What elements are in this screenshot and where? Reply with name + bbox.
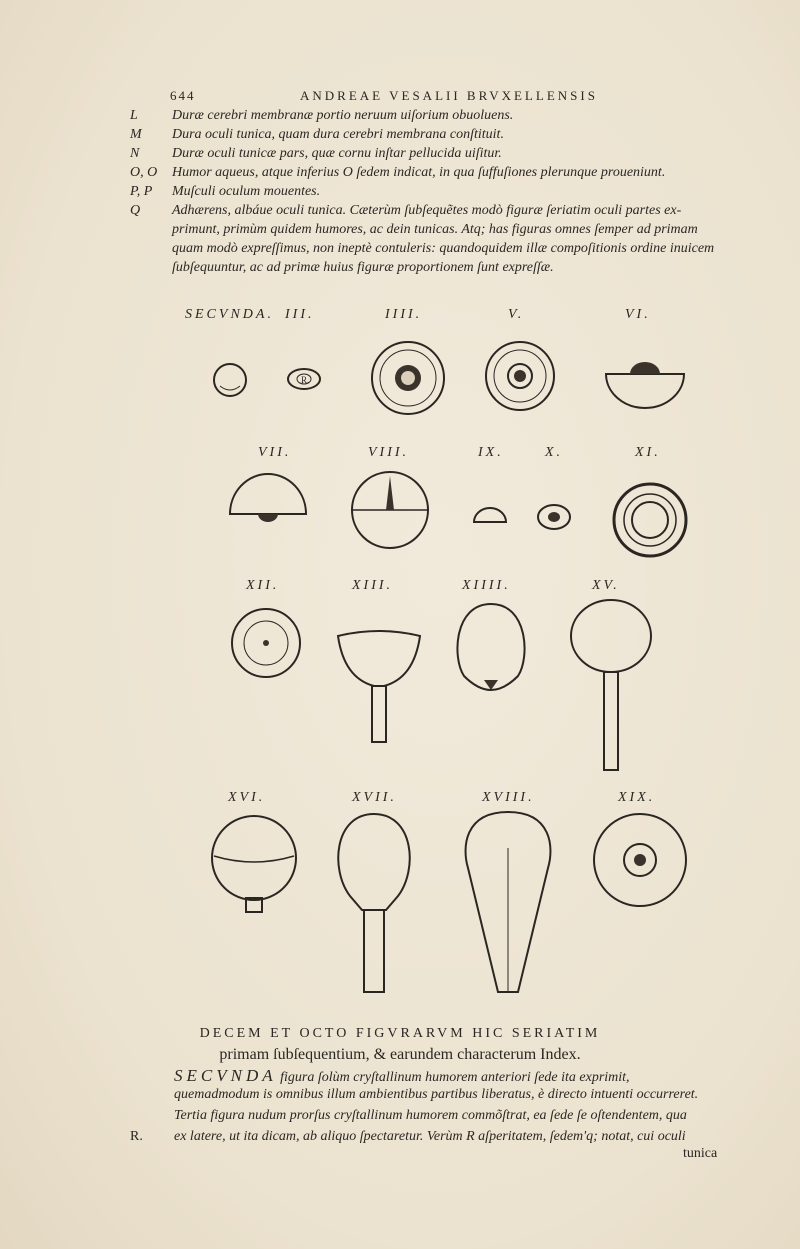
body-row xyxy=(130,1129,750,1150)
body-margin: R. xyxy=(130,1129,143,1144)
label-viii: VIII. xyxy=(368,445,410,460)
caption-line-2: primam ſubſequentium, & earundem characterum Index. xyxy=(219,1046,581,1063)
figure-x xyxy=(534,502,574,532)
legend-row xyxy=(130,241,750,260)
legend-key: L xyxy=(130,108,138,123)
figure-v xyxy=(482,338,558,414)
legend-key: M xyxy=(130,127,142,142)
figure-xv xyxy=(566,598,656,776)
body-line-text: ex latere, ut ita dicam, ab aliquo ſpectaretur. Verùm R aſperitatem, ſedem'q; notat, cui oculi xyxy=(174,1129,686,1144)
legend-text: Humor aqueus, atque inferius O ſedem indicat, in qua ſuffuſiones plerunque proueniunt. xyxy=(172,165,666,180)
label-xv: XV. xyxy=(592,578,620,593)
caption-line-1: DECEM ET OCTO FIGVRARVM HIC SERIATIM xyxy=(199,1026,601,1041)
legend-row xyxy=(130,203,750,222)
legend-row xyxy=(130,108,750,127)
figure-xvii xyxy=(328,810,420,996)
figure-xix xyxy=(590,810,690,910)
label-x: X. xyxy=(545,445,564,460)
label-xi: XI. xyxy=(635,445,661,460)
page-number: 644 xyxy=(170,88,196,103)
body-row xyxy=(130,1087,750,1108)
label-ix: IX. xyxy=(478,445,504,460)
label-iii: III. xyxy=(285,307,315,322)
body-row xyxy=(130,1066,750,1087)
legend-row xyxy=(130,127,750,146)
legend-row xyxy=(130,146,750,165)
legend-key: O, O xyxy=(130,165,158,180)
figure-iii-mark: R. xyxy=(301,375,310,385)
body-line xyxy=(174,1066,630,1086)
figure-iii xyxy=(284,366,324,392)
legend-text: primunt, primùm quidem humores, ac dein tunicas. Atq; has figuras omnes ſemper ad primam xyxy=(172,222,698,237)
running-title: ANDREAE VESALII BRVXELLENSIS xyxy=(300,88,598,103)
body-line-text: figura ſolùm cryſtallinum humorem anteriori ſede ita exprimit, xyxy=(276,1070,630,1085)
label-xvi: XVI. xyxy=(228,790,266,805)
legend-key: N xyxy=(130,146,140,161)
catchword: tunica xyxy=(683,1146,718,1161)
label-vi: VI. xyxy=(625,307,651,322)
body-line-text: Tertia figura nudum prorſus cryſtallinum humorem commõſtrat, ea ſede ſe oſtendentem, qua xyxy=(174,1108,687,1123)
body-text xyxy=(130,1066,750,1150)
label-xiiii: XIIII. xyxy=(462,578,511,593)
figure-xiiii xyxy=(448,598,534,694)
label-secunda: SECVNDA. xyxy=(185,307,274,322)
figure-xvi xyxy=(208,808,300,916)
legend-key: Q xyxy=(130,203,141,218)
figure-viii xyxy=(348,468,432,552)
legend-text: Muſculi oculum mouentes. xyxy=(172,184,321,199)
legend-row xyxy=(130,222,750,241)
figure-xi xyxy=(608,478,692,562)
figure-secunda xyxy=(210,360,250,400)
figure-iiii xyxy=(368,338,448,418)
figure-vii xyxy=(226,470,310,530)
figure-xiii xyxy=(334,628,424,748)
label-vii: VII. xyxy=(258,445,292,460)
label-xii: XII. xyxy=(246,578,280,593)
legend-key: P, P xyxy=(130,184,153,199)
body-line-text: quemadmodum is omnibus illum ambientibus partibus liberatus, è directo intuenti occurreret. xyxy=(174,1087,699,1102)
legend-text: Adhærens, albáue oculi tunica. Cæterùm ſubſequẽtes modò figuræ ſeriatim oculi partes ex- xyxy=(172,203,682,218)
label-xiii: XIII. xyxy=(352,578,394,593)
legend-row xyxy=(130,260,750,279)
figure-ix xyxy=(470,500,510,530)
figure-legend xyxy=(130,108,750,279)
body-lead: SECVNDA xyxy=(174,1066,277,1085)
figure-xii xyxy=(228,605,304,681)
label-xviii: XVIII. xyxy=(482,790,535,805)
label-xix: XIX. xyxy=(618,790,656,805)
figure-xviii xyxy=(456,808,560,1004)
legend-text: Dura oculi tunica, quam dura cerebri membrana conſtituit. xyxy=(172,127,504,142)
label-iiii: IIII. xyxy=(385,307,423,322)
label-v: V. xyxy=(508,307,525,322)
legend-text: ſubſequuntur, ac ad primæ huius figuræ proportionem ſunt expreſſæ. xyxy=(172,260,554,275)
body-row xyxy=(130,1108,750,1129)
legend-text: Duræ cerebri membranæ portio neruum uiſorium obuoluens. xyxy=(172,108,514,123)
figure-vi xyxy=(600,360,690,410)
legend-text: Duræ oculi tunicæ pars, quæ cornu inſtar pellucida uiſitur. xyxy=(172,146,502,161)
legend-text: quam modò expreſſimus, non ineptè contuleris: quandoquidem illæ compoſitionis ordine inuicem xyxy=(172,241,715,256)
label-xvii: XVII. xyxy=(352,790,397,805)
legend-row xyxy=(130,184,750,203)
legend-row xyxy=(130,165,750,184)
